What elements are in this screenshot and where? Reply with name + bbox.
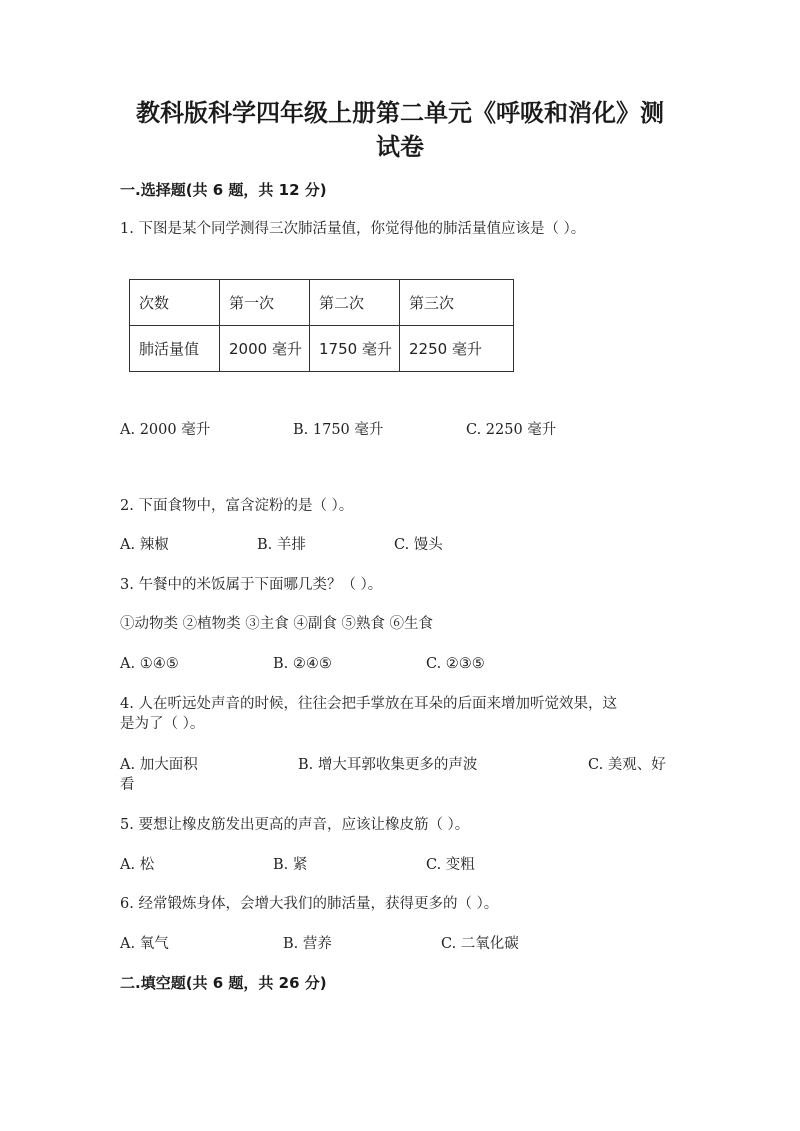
question-3-option-c: C. ②③⑤ <box>426 656 485 672</box>
question-5-stem: 5. 要想让橡皮筋发出更高的声音，应该让橡皮筋（ ）。 <box>120 817 470 833</box>
table-cell: 2250 毫升 <box>400 326 514 372</box>
document-title-line-1: 教科版科学四年级上册第二单元《呼吸和消化》测 <box>136 99 664 127</box>
table-row <box>130 280 514 326</box>
question-6-stem: 6. 经常锻炼身体，会增大我们的肺活量，获得更多的（ ）。 <box>120 896 499 912</box>
question-4-option-b: B. 增大耳郭收集更多的声波 <box>298 757 478 773</box>
question-3-stem: 3. 午餐中的米饭属于下面哪几类？（ ）。 <box>120 577 383 593</box>
question-2-option-c: C. 馒头 <box>394 537 443 553</box>
question-4-stem-line-2: 是为了（ ）。 <box>120 716 205 732</box>
question-4-stem-line-1: 4. 人在听远处声音的时候，往往会把手掌放在耳朵的后面来增加听觉效果，这 <box>120 696 617 712</box>
question-4-option-c-wrap: 看 <box>120 777 135 793</box>
question-1-stem: 1. 下图是某个同学测得三次肺活量值，你觉得他的肺活量值应该是（ ）。 <box>120 221 586 237</box>
question-4-option-c: C. 美观、好 <box>588 757 666 773</box>
document-title-line-2: 试卷 <box>376 133 424 161</box>
question-6-option-b: B. 营养 <box>283 936 332 952</box>
question-6-option-c: C. 二氧化碳 <box>441 936 519 952</box>
lung-capacity-table <box>129 279 514 372</box>
table-header-cell: 第一次 <box>220 280 310 326</box>
question-3-option-b: B. ②④⑤ <box>273 656 332 672</box>
table-cell: 2000 毫升 <box>220 326 310 372</box>
question-6-option-a: A. 氧气 <box>120 936 169 952</box>
question-3-option-a: A. ①④⑤ <box>120 656 179 672</box>
question-5-option-b: B. 紧 <box>273 857 308 873</box>
question-1-option-c: C. 2250 毫升 <box>466 422 557 438</box>
section-heading-fill-in-blank: 二.填空题(共 6 题，共 26 分) <box>120 974 327 992</box>
question-5-option-a: A. 松 <box>120 857 155 873</box>
question-1-option-b: B. 1750 毫升 <box>293 422 384 438</box>
question-2-option-b: B. 羊排 <box>257 537 306 553</box>
question-4-option-a: A. 加大面积 <box>120 757 198 773</box>
question-2-option-a: A. 辣椒 <box>120 537 169 553</box>
table-cell: 肺活量值 <box>130 326 220 372</box>
question-3-choices: ①动物类 ②植物类 ③主食 ④副食 ⑤熟食 ⑥生食 <box>120 616 434 632</box>
table-header-cell: 次数 <box>130 280 220 326</box>
table-header-cell: 第三次 <box>400 280 514 326</box>
question-2-stem: 2. 下面食物中，富含淀粉的是（ ）。 <box>120 498 354 514</box>
question-5-option-c: C. 变粗 <box>426 857 475 873</box>
table-cell: 1750 毫升 <box>310 326 400 372</box>
question-1-option-a: A. 2000 毫升 <box>120 422 211 438</box>
table-header-cell: 第二次 <box>310 280 400 326</box>
table-row <box>130 326 514 372</box>
section-heading-multiple-choice: 一.选择题(共 6 题，共 12 分) <box>120 181 327 199</box>
